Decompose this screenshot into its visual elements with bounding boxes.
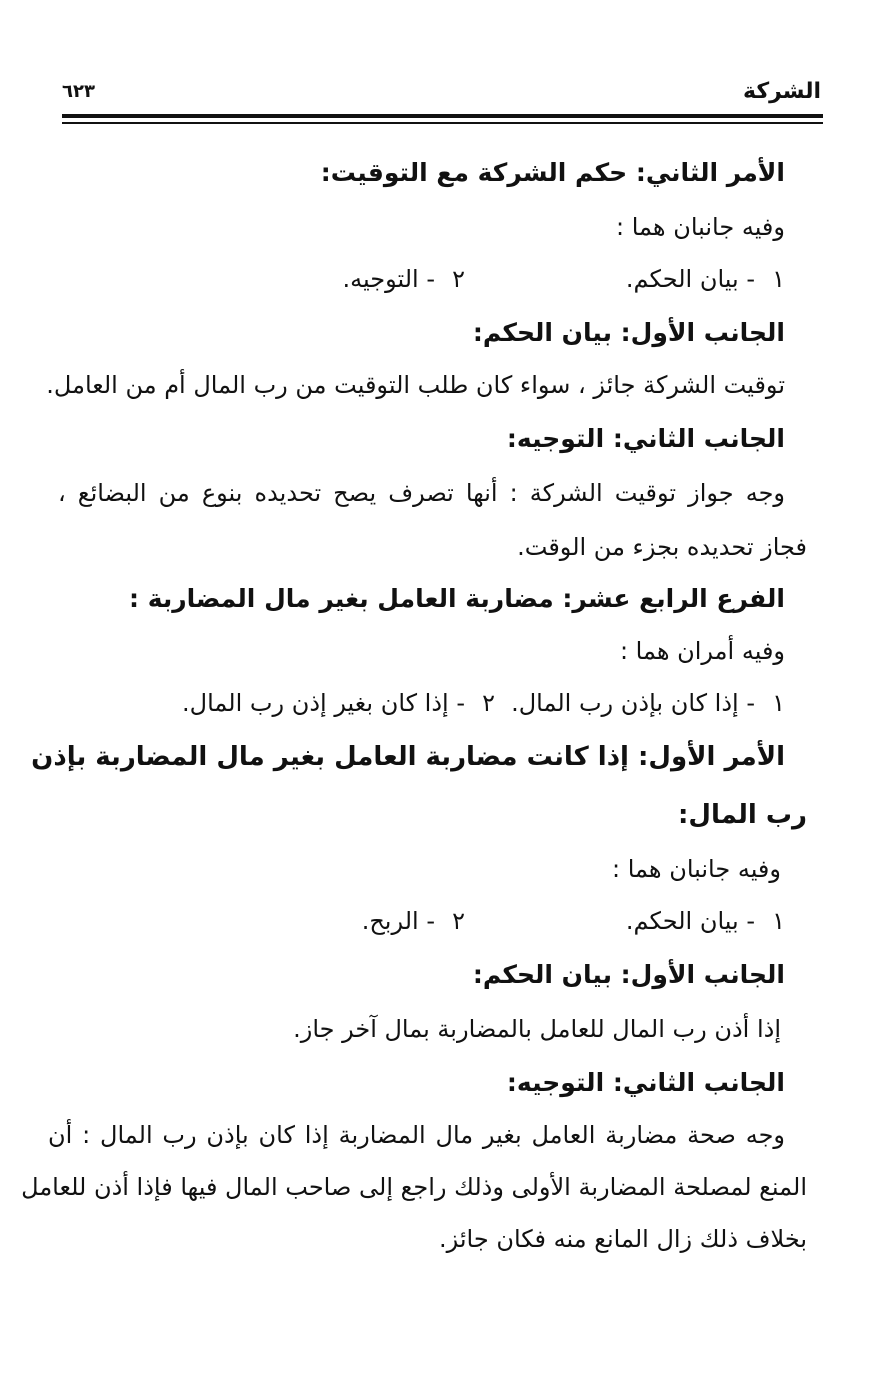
list-item: - بيان الحكم. (625, 265, 755, 293)
list-number: ١ (772, 265, 785, 293)
paragraph-line: وفيه جانبان هما : (612, 855, 781, 883)
section-heading: الأمر الثاني: حكم الشركة مع التوقيت: (320, 158, 785, 187)
paragraph-line: وفيه جانبان هما : (616, 213, 785, 241)
section-heading: الأمر الأول: إذا كانت مضاربة العامل بغير مال المضاربة بإذن (31, 742, 785, 772)
list-number: ١ (772, 907, 785, 935)
list-number: ٢ (482, 689, 495, 717)
subsection-heading: الجانب الأول: بيان الحكم: (472, 960, 785, 989)
section-heading-cont: رب المال: (678, 800, 807, 830)
paragraph-line: وجه جواز توقيت الشركة : أنها تصرف يصح تحديده بنوع من البضائع ، (58, 479, 785, 507)
paragraph-line: المنع لمصلحة المضاربة الأولى وذلك راجع إلى صاحب المال فيها فإذا أذن للعامل (21, 1173, 807, 1201)
list-item: - التوجيه. (342, 265, 435, 293)
numbered-list (48, 262, 785, 296)
header-rule-thin (62, 122, 823, 124)
header-rule-thick (62, 114, 823, 118)
list-number: ٢ (452, 265, 465, 293)
list-item: - الربح. (361, 907, 435, 935)
numbered-list (48, 686, 785, 720)
paragraph-line: بخلاف ذلك زال المانع منه فكان جائز. (438, 1225, 807, 1253)
paragraph-line: إذا أذن رب المال للعامل بالمضاربة بمال آخر جاز. (293, 1015, 781, 1043)
subsection-heading: الجانب الثاني: التوجيه: (506, 1068, 785, 1097)
running-title: الشركة (742, 78, 821, 104)
subsection-heading: الجانب الثاني: التوجيه: (506, 424, 785, 453)
list-item: - إذا كان بغير إذن رب المال. (182, 689, 465, 717)
branch-heading: الفرع الرابع عشر: مضاربة العامل بغير مال المضاربة : (129, 584, 785, 613)
list-number: ٢ (452, 907, 465, 935)
paragraph-line: وجه صحة مضاربة العامل بغير مال المضاربة إذا كان بإذن رب المال : أن (48, 1121, 785, 1149)
page-header (62, 74, 821, 108)
numbered-list (48, 904, 785, 938)
paragraph-line: توقيت الشركة جائز ، سواء كان طلب التوقيت من رب المال أم من العامل. (46, 371, 785, 399)
list-item: - إذا كان بإذن رب المال. (511, 689, 755, 717)
list-item: - بيان الحكم. (625, 907, 755, 935)
subsection-heading: الجانب الأول: بيان الحكم: (472, 318, 785, 347)
paragraph-line: فجاز تحديده بجزء من الوقت. (517, 533, 807, 561)
paragraph-line: وفيه أمران هما : (619, 637, 785, 665)
list-number: ١ (772, 689, 785, 717)
page-number: ٦٢٣ (62, 80, 95, 102)
